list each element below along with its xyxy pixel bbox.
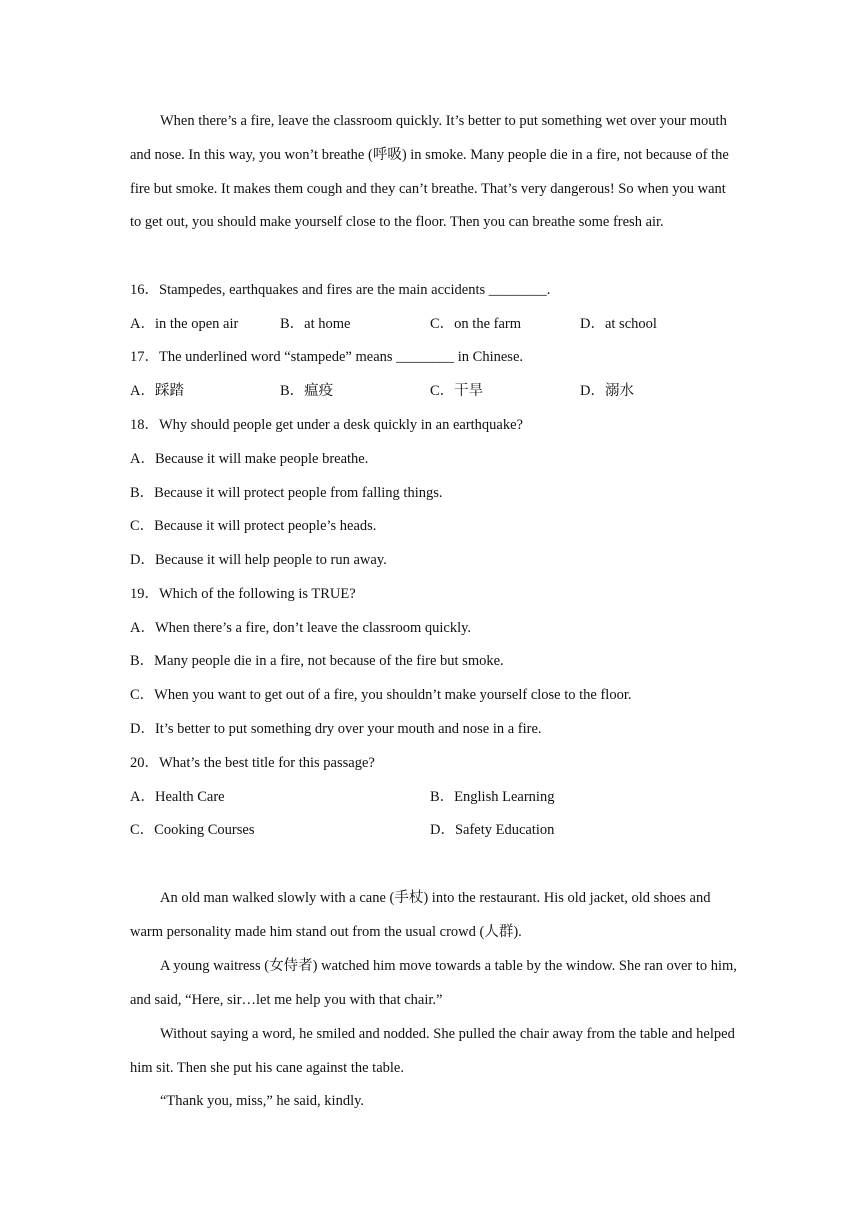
passage-paragraph-4: “Thank you, miss,” he said, kindly. [160,1093,365,1109]
question-19-option-a: A．When there’s a fire, don’t leave the classroom quickly. [130,620,472,636]
question-16-option-d: D．at school [580,316,657,332]
passage-paragraph-2: A young waitress (女侍者) watched him move towards a table by the window. She ran over to him, and said, “Here, sir…let me help you with that chair.” [130,958,737,1008]
question-18-stem: 18．Why should people get under a desk quickly in an earthquake? [130,417,523,433]
question-18-option-b: B．Because it will protect people from falling things. [130,485,443,501]
question-17-option-a: A．踩踏 [130,383,184,399]
question-16-stem: 16．Stampedes, earthquakes and fires are the main accidents ________. [130,282,551,298]
question-17-option-c: C．干旱 [430,383,484,399]
passage-paragraph-1: An old man walked slowly with a cane (手杖) into the restaurant. His old jacket, old shoes and warm personality made him stand out from the usual crowd (人群). [130,890,711,940]
question-17-option-b: B．瘟疫 [280,383,334,399]
question-19-stem: 19．Which of the following is TRUE? [130,586,356,602]
question-20-option-a: A．Health Care [130,789,225,805]
question-18-option-d: D．Because it will help people to run away. [130,552,387,568]
question-19-option-c: C．When you want to get out of a fire, you shouldn’t make yourself close to the floor. [130,687,632,703]
question-20-option-d: D．Safety Education [430,822,555,838]
question-20-option-c: C．Cooking Courses [130,822,255,838]
question-16-option-a: A．in the open air [130,316,239,332]
question-19-option-d: D．It’s better to put something dry over your mouth and nose in a fire. [130,721,542,737]
passage-paragraph-3: Without saying a word, he smiled and nodded. She pulled the chair away from the table and helped him sit. Then she put his cane against the table. [130,1026,735,1076]
question-20-option-b: B．English Learning [430,789,555,805]
question-17-stem: 17．The underlined word “stampede” means ________ in Chinese. [130,349,524,365]
question-16-option-b: B．at home [280,316,351,332]
question-17-option-d: D．溺水 [580,383,634,399]
passage-paragraph-fire: When there’s a fire, leave the classroom quickly. It’s better to put something wet over your mouth and nose. In this way, you won’t breathe (呼吸) in smoke. Many people die in a fire, not because of the fire but smoke. It makes them cough and they can’t breathe. That’s very dangerous! So when you want to get out, you should make yourself close to the floor. Then you can breathe some fresh air. [130,113,729,231]
question-18-option-c: C．Because it will protect people’s heads. [130,518,377,534]
question-20-stem: 20．What’s the best title for this passage? [130,755,375,771]
question-18-option-a: A．Because it will make people breathe. [130,451,369,467]
question-19-option-b: B．Many people die in a fire, not because of the fire but smoke. [130,653,504,669]
question-16-option-c: C．on the farm [430,316,522,332]
